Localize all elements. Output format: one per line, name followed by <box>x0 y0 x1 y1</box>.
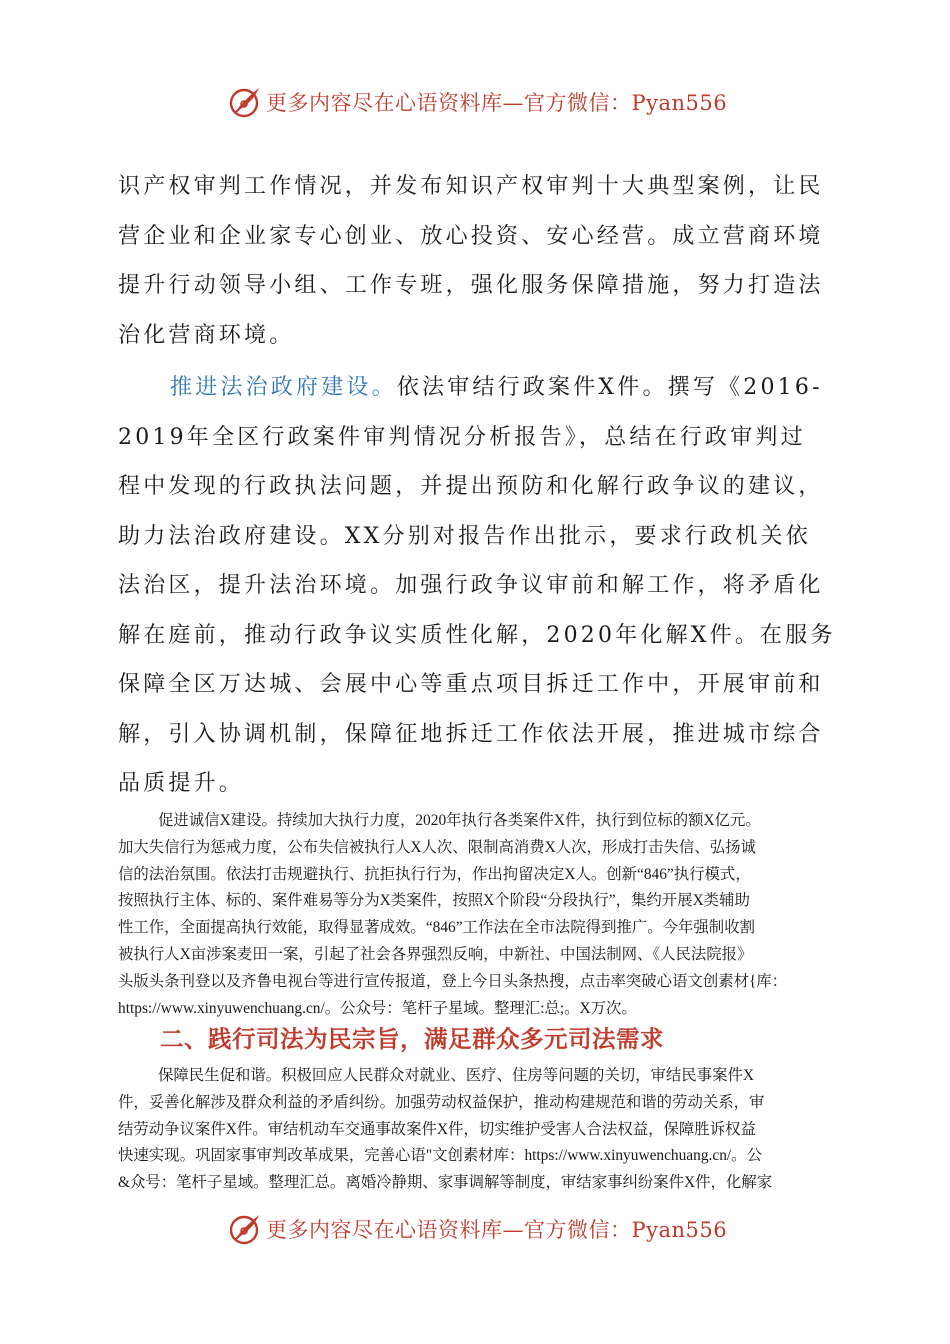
footer-banner <box>228 1212 727 1246</box>
text-line: 头版头条刊登以及齐鲁电视台等进行宣传报道，登上今日头条热搜，点击率突破心语文创素材{库： <box>118 972 788 990</box>
rule-of-law-paragraph <box>118 363 838 809</box>
text-line <box>118 363 838 413</box>
section-heading: 二、践行司法为民宗旨，满足群众多元司法需求 <box>160 1025 664 1053</box>
text-line: 加大失信行为惩戒力度，公布失信被执行人X人次、限制高消费X人次，形成打击失信、弘扬诚 <box>118 838 756 856</box>
quill-logo-icon <box>228 1212 262 1246</box>
text-line: 按照执行主体、标的、案件难易等分为X类案件，按照X个阶段“分段执行”，集约开展X类辅助 <box>118 892 750 910</box>
text-line: 结劳动争议案件X件。审结机动车交通事故案件X件，切实维护受害人合法权益，保障胜诉权益 <box>118 1120 756 1138</box>
text-line: 治化营商环境。 <box>118 322 295 348</box>
header-banner <box>228 85 727 119</box>
text-line: 解，引入协调机制，保障征地拆迁工作依法开展，推进城市综合 <box>118 721 824 747</box>
quill-logo-icon <box>228 85 262 119</box>
livelihood-paragraph <box>118 1063 846 1197</box>
text-line: 程中发现的行政执法问题，并提出预防和化解行政争议的建议， <box>118 474 824 499</box>
text-line: https://www.xinyuwenchuang.cn/。公众号：笔杆子星域。整理汇:总;。X万次。 <box>118 999 637 1017</box>
text-line: 解在庭前，推动行政争议实质性化解，2020年化解X件。在服务 <box>118 622 836 648</box>
text-line: 被执行人X亩涉案麦田一案，引起了社会各界强烈反响，中新社、中国法制网、《人民法院报》 <box>118 945 753 963</box>
text-line: 保障民生促和谐。积极回应人民群众对就业、医疗、住房等问题的关切，审结民事案件X <box>158 1067 754 1084</box>
text-line: 2019年全区行政案件审判情况分析报告》，总结在行政审判过 <box>118 424 806 450</box>
rule-of-law-heading: 推进法治政府建设。 <box>170 375 397 400</box>
text-line: 保障全区万达城、会展中心等重点项目拆迁工作中，开展审前和 <box>118 672 824 697</box>
text-line: &众号：笔杆子星域。整理汇总。离婚冷静期、家事调解等制度，审结家事纠纷案件X件，化解家 <box>118 1174 773 1192</box>
text-line: 法治区，提升法治环境。加强行政争议审前和解工作，将矛盾化 <box>118 573 824 598</box>
text-line: 营企业和企业家专心创业、放心投资、安心经营。成立营商环境 <box>118 223 824 249</box>
banner-text: 更多内容尽在心语资料库—官方微信：Pyan556 <box>266 91 728 115</box>
text-line: 促进诚信X建设。持续加大执行力度，2020年执行各类案件X件，执行到位标的额X亿元。 <box>158 812 761 829</box>
text-line: 性工作，全面提高执行效能，取得显著成效。“846”工作法在全市法院得到推广。今年强制收割 <box>118 919 755 937</box>
text-line: 识产权审判工作情况，并发布知识产权审判十大典型案例，让民 <box>118 174 824 199</box>
text-line: 提升行动领导小组、工作专班，强化服务保障措施，努力打造法 <box>118 273 824 298</box>
text-line: 快速实现。巩固家事审判改革成果，完善心语"文创素材库：https://www.xinyuwenchuang.cn/。公 <box>118 1147 762 1165</box>
continuation-paragraph <box>118 162 838 360</box>
text-line: 助力法治政府建设。XX分别对报告作出批示，要求行政机关依 <box>118 523 811 549</box>
banner-text: 更多内容尽在心语资料库—官方微信：Pyan556 <box>266 1218 728 1242</box>
rule-of-law-first-line: 依法审结行政案件X件。撰写《2016- <box>396 375 823 400</box>
text-line: 品质提升。 <box>118 771 245 796</box>
text-line: 信的法治氛围。依法打击规避执行、抗拒执行行为，作出拘留决定X人。创新“846”执行模式， <box>118 865 751 883</box>
credit-paragraph <box>118 808 846 1022</box>
text-line: 件，妥善化解涉及群众利益的矛盾纠纷。加强劳动权益保护，推动构建规范和谐的劳动关系，审 <box>118 1093 765 1111</box>
